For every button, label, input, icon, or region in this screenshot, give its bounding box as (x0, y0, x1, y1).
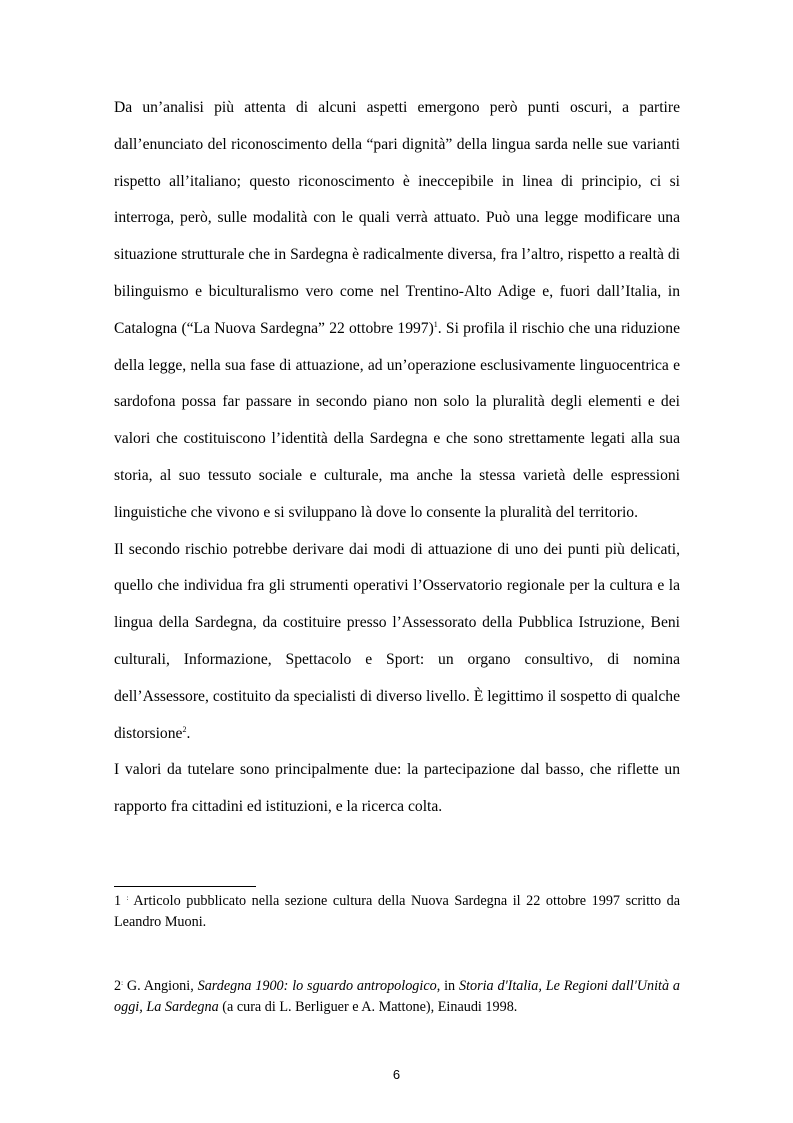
footnote-ref-2[interactable]: 2 (182, 724, 187, 734)
paragraph-1 (114, 90, 680, 532)
footnote-ref-1[interactable]: 1 (433, 319, 438, 329)
footnote-2-author: G. Angioni, (126, 978, 198, 994)
footnote-1-number: 1 (114, 893, 122, 909)
footnote-2-number: 2 (114, 978, 122, 994)
paragraph-1-text: Da un’analisi più attenta di alcuni aspetti emergono però punti oscuri, a partire dall’enunciato del riconoscimento della “pari dignità” della lingua sarda nelle sue varianti rispetto all’italiano; questo riconoscimento è ineccepibile in linea di principio, ci si interroga, però, sulle modalità con le quali verrà attuato. Può una legge modificare una situazione strutturale che in Sardegna è radicalmente diversa, fra l’altro, rispetto a realtà di bilinguismo e biculturalismo vero come nel Trentino-Alto Adige e, fuori dall’Italia, in Catalogna (“La Nuova Sardegna” 22 ottobre 1997) (114, 99, 680, 337)
paragraph-2-text: Il secondo rischio potrebbe derivare dai modi di attuazione di uno dei punti più delicati, quello che individua fra gli strumenti operativi l’Osservatorio regionale per la cultura e la lingua della Sardegna, da costituire presso l’Assessorato della Pubblica Istruzione, Beni culturali, Informazione, Spettacolo e Sport: un organo consultivo, di nomina dell’Assessore, costituito da specialisti di diverso livello. È legittimo il sospetto di qualche distorsione (114, 540, 680, 742)
paragraph-2 (114, 532, 680, 753)
footnote-separator (114, 886, 256, 887)
footnote-2-title: Sardegna 1900: lo sguardo antropologico (197, 978, 437, 994)
paragraph-3-text: I valori da tutelare sono principalmente due: la partecipazione dal basso, che riflette un rapporto fra cittadini ed istituzioni, e la ricerca colta. (114, 761, 680, 816)
page-number: 6 (392, 1067, 401, 1082)
footnote-1 (114, 891, 680, 933)
paragraph-2-text-continued: . (186, 724, 191, 742)
footnote-1-text: Articolo pubblicato nella sezione cultura della Nuova Sardegna il 22 ottobre 1997 scritto da Leandro Muoni. (114, 893, 681, 930)
paragraph-3 (114, 752, 680, 826)
footnote-2 (114, 976, 680, 1018)
footnote-2-mark: : (121, 979, 124, 987)
paragraph-1-text-continued: . Si profila il rischio che una riduzione della legge, nella sua fase di attuazione, ad un’operazione esclusivamente linguocentrica e sardofona possa far passare in secondo piano non solo la pluralità degli elementi e dei valori che costituiscono l’identità della Sardegna e che sono strettamente legati alla sua storia, al suo tessuto sociale e culturale, ma anche la stessa varietà delle espressioni linguistiche che vivono e si sviluppano là dove lo consente la pluralità del territorio. (114, 319, 680, 521)
footnotes (114, 891, 680, 1018)
footnote-2-publisher: (a cura di L. Berliguer e A. Mattone), Einaudi 1998. (218, 999, 518, 1015)
footnote-2-series: Storia d'Italia, Le Regioni dall'Unità a oggi, La Sardegna (114, 978, 681, 1015)
footnote-2-in: , in (436, 978, 459, 994)
body-text (114, 90, 680, 826)
footnote-1-mark: : (126, 894, 129, 902)
